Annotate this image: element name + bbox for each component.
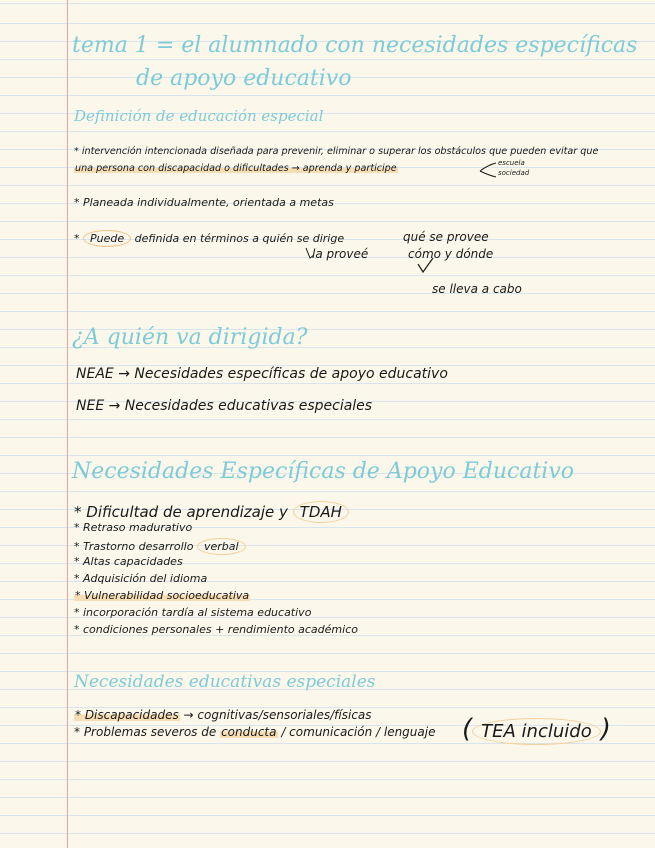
def-item-3-sub: la proveé — [312, 247, 369, 261]
nee-item-2 — [74, 725, 435, 739]
section-heading-nee: Necesidades educativas especiales — [74, 672, 376, 692]
nee-item-2-rest: / comunicación / lenguaje — [281, 725, 436, 739]
section-heading-dirigida: ¿A quién va dirigida? — [72, 325, 308, 350]
neae-item-2: * Retraso madurativo — [74, 521, 193, 534]
nee-item-1-highlight: * Discapacidades — [75, 708, 179, 722]
section-heading-neae: Necesidades Específicas de Apoyo Educativo — [72, 459, 575, 484]
neae-item-1-tdah: TDAH — [293, 501, 349, 523]
neae-item-8: * condiciones personales + rendimiento académico — [74, 623, 358, 636]
def-item-1-line-1: * intervención intencionada diseñada para prevenir, eliminar o superar los obstáculos que pueden evitar que — [74, 146, 599, 157]
def-item-3-right-3: se lleva a cabo — [432, 282, 522, 296]
neae-item-6 — [74, 589, 250, 602]
def-item-3-bullet: * — [74, 232, 80, 245]
title-line-2: de apoyo educativo — [136, 66, 352, 91]
neae-item-1 — [74, 501, 349, 523]
neae-item-5: * Adquisición del idioma — [74, 572, 208, 585]
nee-tea-note — [462, 714, 611, 745]
neae-item-3-circled: verbal — [197, 538, 246, 555]
def-item-3-right-1: qué se provee — [403, 230, 489, 244]
neae-item-1-text: * Dificultad de aprendizaje y — [74, 503, 288, 521]
nee-item-1 — [74, 708, 372, 722]
neae-item-6-highlight: * Vulnerabilidad socioeducativa — [75, 589, 250, 602]
nee-item-2-text: * Problemas severos de — [74, 725, 217, 739]
def-item-3-right-2: cómo y dónde — [408, 247, 494, 261]
dirigida-neae: NEAE → Necesidades específicas de apoyo educativo — [76, 366, 448, 382]
nee-tea-circled: TEA incluido — [472, 718, 601, 745]
def-item-3-text: definida en términos a quién se dirige — [134, 232, 345, 245]
dirigida-nee: NEE → Necesidades educativas especiales — [76, 398, 373, 414]
nee-item-1-rest: → cognitivas/sensoriales/físicas — [183, 708, 372, 722]
nee-item-2-conducta: conducta — [221, 725, 277, 739]
def-branch-escuela: escuela — [498, 159, 525, 167]
title-line-1: tema 1 = el alumnado con necesidades específicas — [72, 33, 638, 58]
def-item-1-highlight: una persona con discapacidad o dificultades → aprenda y participe — [75, 163, 397, 174]
def-item-3-circled: Puede — [83, 230, 131, 247]
neae-item-3-text: * Trastorno desarrollo — [74, 540, 194, 553]
paren-open: ( — [462, 714, 473, 744]
neae-item-4: * Altas capacidades — [74, 555, 183, 568]
def-branch-sociedad: sociedad — [498, 169, 530, 177]
paren-close: ) — [600, 714, 611, 744]
def-item-2: * Planeada individualmente, orientada a metas — [74, 196, 334, 209]
section-heading-definicion: Definición de educación especial — [74, 107, 324, 125]
neae-item-7: * incorporación tardía al sistema educativo — [74, 606, 312, 619]
neae-item-3 — [74, 538, 246, 555]
